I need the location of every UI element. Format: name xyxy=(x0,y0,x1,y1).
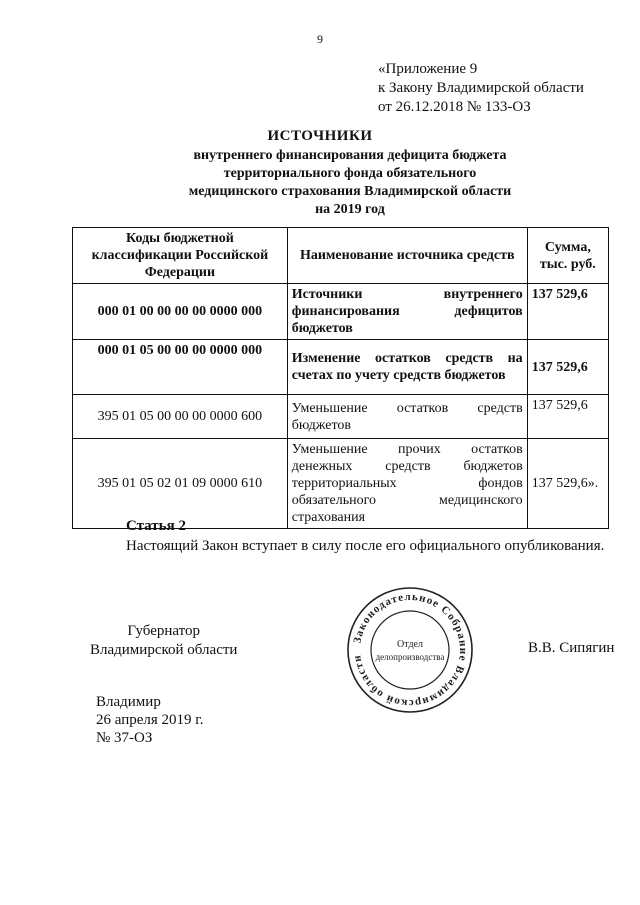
governor-name: В.В. Сипягин xyxy=(528,640,615,656)
place-date-block xyxy=(96,693,204,747)
subtitle-line-3: медицинского страхования Владимирской области xyxy=(188,184,512,199)
table-header-row xyxy=(73,228,609,284)
row-sum: 137 529,6 xyxy=(527,340,608,395)
row-code: 395 01 05 00 00 00 0000 600 xyxy=(73,395,288,439)
row-name: Уменьшение прочих остатков денежных средств бюджетов территориальных фондов обязательного медицинского страхования xyxy=(287,439,527,529)
seal-center-line-2: делопроизводства xyxy=(375,652,445,662)
document-title: ИСТОЧНИКИ xyxy=(267,128,373,144)
table-row xyxy=(73,439,609,529)
governor-line-1: Губернатор xyxy=(127,623,201,639)
row-name: Источники внутреннего финансирования дефицитов бюджетов xyxy=(287,284,527,340)
appendix-line-2: к Закону Владимирской области xyxy=(378,80,584,96)
city: Владимир xyxy=(96,694,161,710)
document-subtitle xyxy=(150,147,550,219)
table-row xyxy=(73,284,609,340)
seal-center-line-1: Отдел xyxy=(397,639,423,650)
table-row xyxy=(73,340,609,395)
appendix-reference xyxy=(378,60,584,117)
table-row xyxy=(73,395,609,439)
appendix-line-1: «Приложение 9 xyxy=(378,61,478,77)
article-heading: Статья 2 xyxy=(126,518,186,534)
row-code: 000 01 00 00 00 00 0000 000 xyxy=(73,284,288,340)
row-sum: 137 529,6 xyxy=(527,395,608,439)
governor-line-2: Владимирской области xyxy=(90,642,238,658)
row-sum: 137 529,6». xyxy=(527,439,608,529)
appendix-line-3: от 26.12.2018 № 133-ОЗ xyxy=(378,99,531,115)
article-text: Настоящий Закон вступает в силу после его официального опубликования. xyxy=(126,538,605,554)
subtitle-line-4: на 2019 год xyxy=(315,202,385,217)
header-code: Коды бюджетной классификации Российской Федерации xyxy=(73,228,288,284)
row-code: 000 01 05 00 00 00 0000 000 xyxy=(73,340,288,395)
row-name: Уменьшение остатков средств бюджетов xyxy=(287,395,527,439)
official-seal xyxy=(345,585,475,715)
page-number: 9 xyxy=(317,32,323,46)
sources-table xyxy=(72,227,609,529)
row-sum: 137 529,6 xyxy=(527,284,608,340)
governor-title xyxy=(90,622,237,660)
header-sum: Сумма, тыс. руб. xyxy=(527,228,608,284)
law-number: № 37-ОЗ xyxy=(96,730,153,746)
date: 26 апреля 2019 г. xyxy=(96,712,204,728)
subtitle-line-2: территориального фонда обязательного xyxy=(223,166,477,181)
header-name: Наименование источника средств xyxy=(287,228,527,284)
seal-ring-text: Законодательное Собрание Владимирской области xyxy=(351,590,470,710)
row-name: Изменение остатков средств на счетах по учету средств бюджетов xyxy=(287,340,527,395)
row-code: 395 01 05 02 01 09 0000 610 xyxy=(73,439,288,529)
subtitle-line-1: внутреннего финансирования дефицита бюджета xyxy=(193,148,507,163)
